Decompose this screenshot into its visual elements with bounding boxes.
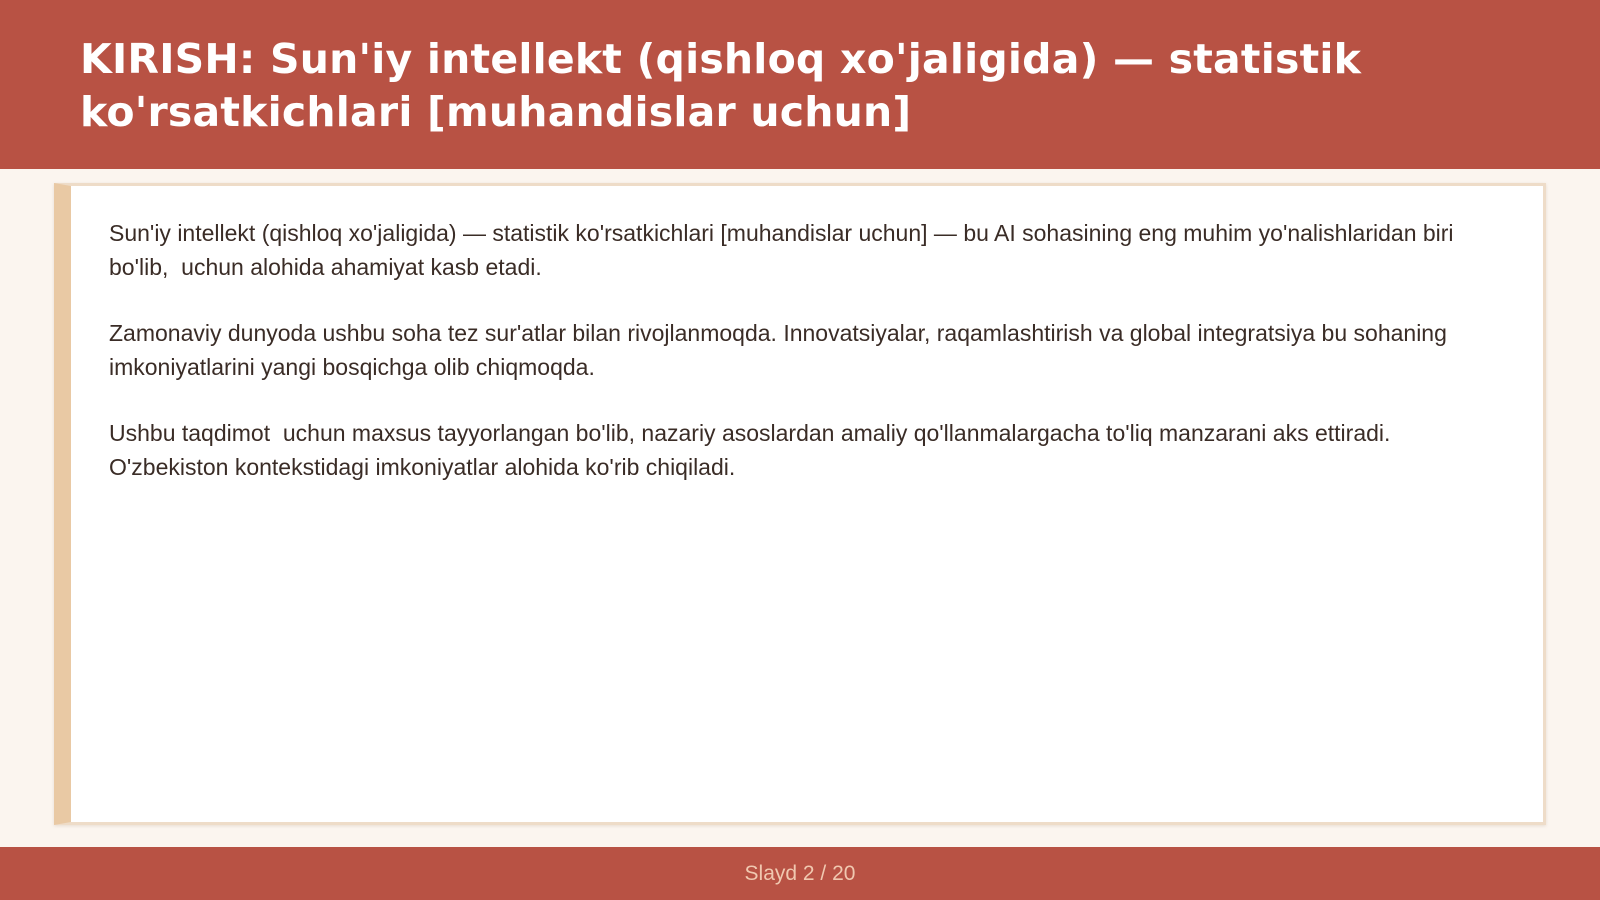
content-card <box>54 183 1546 825</box>
paragraph-development: Zamonaviy dunyoda ushbu soha tez sur'atlar bilan rivojlanmoqda. Innovatsiyalar, raqamlashtirish va global integratsiya bu sohaning imkoniyatlarini yangi bosqichga olib chiqmoqda. <box>109 320 1454 380</box>
content-body <box>109 216 1509 516</box>
slide-header <box>0 0 1600 169</box>
slide-title: KIRISH: Sun'iy intellekt (qishloq xo'jaligida) — statistik ko'rsatkichlari [muhandislar uchun] <box>80 35 1362 136</box>
paragraph-presentation: Ushbu taqdimot uchun maxsus tayyorlangan bo'lib, nazariy asoslardan amaliy qo'llanmalargacha to'liq manzarani aks ettiradi. O'zbekiston kontekstidagi imkoniyatlar alohida ko'rib chiqiladi. <box>109 420 1397 480</box>
slide-number: Slayd 2 / 20 <box>744 862 856 885</box>
paragraph-intro: Sun'iy intellekt (qishloq xo'jaligida) — statistik ko'rsatkichlari [muhandislar uchun] — bu AI sohasining eng muhim yo'nalishlaridan biri bo'lib, uchun alohida ahamiyat kasb etadi. <box>109 220 1460 280</box>
slide-footer <box>0 847 1600 900</box>
